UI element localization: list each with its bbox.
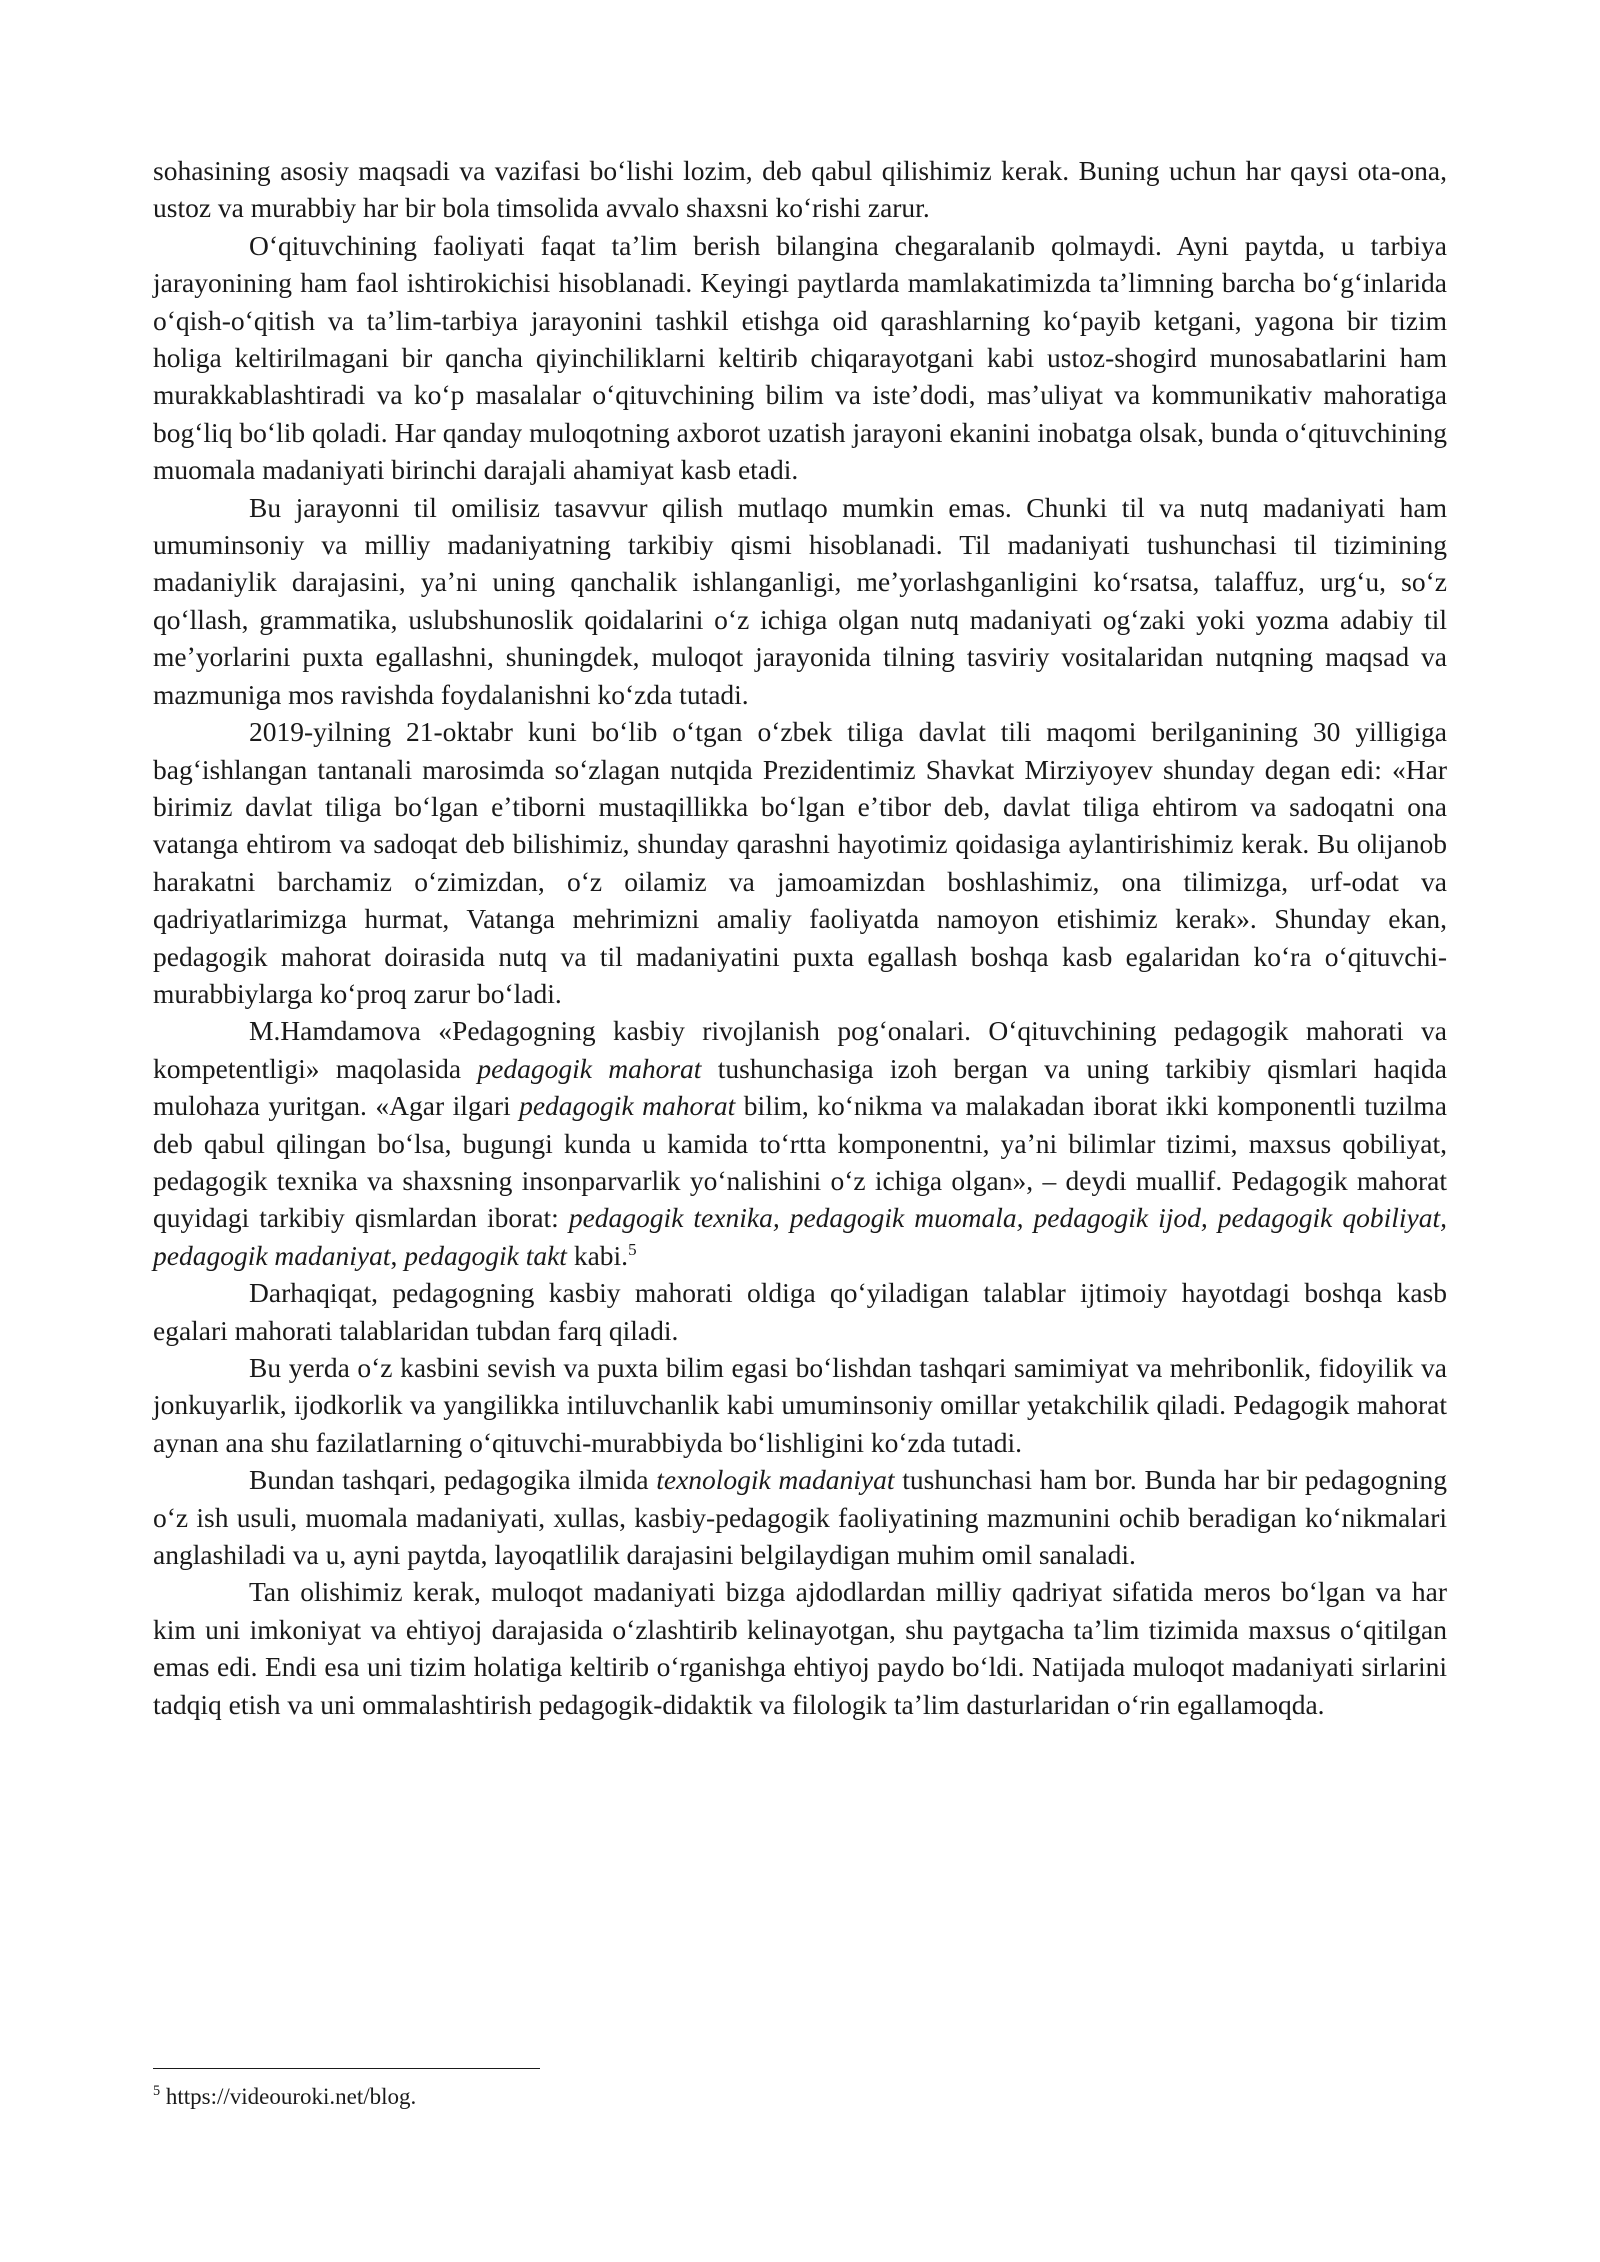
paragraph (153, 713, 1447, 1012)
italic-term: texnologik madaniyat (656, 1464, 895, 1496)
paragraph-text: Oʻqituvchining faoliyati faqat taʼlim berish bilangina chegaralanib qolmaydi. Ayni paytda, u tarbiya jarayonining ham faol ishtirokichisi hisoblanadi. Keyingi paytlarda mamlakatimizda taʼlimning barcha boʻgʻinlarida oʻqish-oʻqitish va taʼlim-tarbiya jarayonini tashkil etishga oid qarashlarning koʻpayib ketgani, yagona bir tizim holiga keltirilmagani bir qancha qiyinchiliklarni keltirib chiqarayotgani kabi ustoz-shogird munosabatlarini ham murakkablashtiradi va koʻp masalalar oʻqituvchining bilim va isteʼdodi, masʼuliyat va kommunikativ mahoratiga bogʻliq boʻlib qoladi. Har qanday muloqotning axborot uzatish jarayoni ekanini inobatga olsak, bunda oʻqituvchining muomala madaniyati birinchi darajali ahamiyat kasb etadi. (153, 229, 1447, 486)
paragraph-text: sohasining asosiy maqsadi va vazifasi boʻlishi lozim, deb qabul qilishimiz kerak. Buning uchun har qaysi ota-ona, ustoz va murabbiy har bir bola timsolida avvalo shaxsni koʻrishi zarur. (153, 155, 1447, 224)
paragraph-text: Bundan tashqari, pedagogika ilmida (249, 1464, 657, 1496)
paragraph (153, 152, 1447, 227)
paragraph-text: bilim, koʻnikma va malakadan iborat ikki komponentli tuzilma deb qabul qilingan boʻlsa, bugungi kunda u kamida toʻrtta komponentni, yaʼni bilimlar tizimi, maxsus qobiliyat, pedagogik texnika va shaxsning insonparvarlik yoʻnalishini oʻz ichiga olgan», – deydi muallif. Pedagogik mahorat quyidagi tarkibiy qismlardan iborat: (153, 1090, 1447, 1234)
paragraph (153, 1274, 1447, 1349)
paragraph (153, 1461, 1447, 1573)
footnote (153, 2082, 1053, 2112)
footnote-reference[interactable]: 5 (628, 1239, 637, 1259)
paragraph-text: Bu yerda oʻz kasbini sevish va puxta bilim egasi boʻlishdan tashqari samimiyat va mehribonlik, fidoyilik va jonkuyarlik, ijodkorlik va yangilikka intiluvchanlik kabi umuminsoniy omillar yetakchilik qiladi. Pedagogik mahorat aynan ana shu fazilatlarning oʻqituvchi-murabbiyda boʻlishligini koʻzda tutadi. (153, 1352, 1447, 1458)
paragraph-text: tushunchasiga izoh bergan va uning tarkibiy qismlari haqida mulohaza yuritgan. «Agar ilgari (153, 1052, 1447, 1122)
paragraph (153, 1349, 1447, 1461)
paragraph-text: M.Hamdamova «Pedagogning kasbiy rivojlanish pogʻonalari. Oʻqituvchining pedagogik mahorati va kompetentligi» maqolasida (153, 1015, 1447, 1084)
italic-term: pedagogik mahorat (519, 1090, 736, 1122)
paragraph (153, 1573, 1447, 1723)
footnote-separator (153, 2068, 540, 2069)
footnote-number: 5 (153, 2083, 161, 2100)
italic-term: pedagogik takt (404, 1239, 567, 1271)
paragraph (153, 489, 1447, 713)
footnote-link[interactable]: https://videouroki.net/blog. (160, 2084, 417, 2109)
paragraph-text: tushunchasi ham bor. Bunda har bir pedagogning oʻz ish usuli, muomala madaniyati, xullas, kasbiy-pedagogik faoliyatining mazmunini ochib beradigan koʻnikmalari anglashiladi va u, ayni paytda, layoqatlilik darajasini belgilaydigan muhim omil sanaladi. (153, 1464, 1447, 1571)
paragraph (153, 227, 1447, 489)
italic-term: pedagogik mahorat (477, 1052, 702, 1084)
paragraph-text: Bu jarayonni til omilisiz tasavvur qilish mutlaqo mumkin emas. Chunki til va nutq madaniyati ham umuminsoniy va milliy madaniyatning tarkibiy qismi hisoblanadi. Til madaniyati tushunchasi til tizimining madaniylik darajasini, yaʼni uning qanchalik ishlanganligi, meʼyorlashganligini koʻrsatsa, talaffuz, urgʻu, soʻz qoʻllash, grammatika, uslubshunoslik qoidalarini oʻz ichiga olgan nutq madaniyati ogʻzaki yoki yozma adabiy til meʼyorlarini puxta egallashni, shuningdek, muloqot jarayonida tilning tasviriy vositalaridan nutqning maqsad va mazmuniga mos ravishda foydalanishni koʻzda tutadi. (153, 491, 1447, 710)
paragraph-text: 2019-yilning 21-oktabr kuni boʻlib oʻtgan oʻzbek tiliga davlat tili maqomi berilganining 30 yilligiga bagʻishlangan tantanali marosimda soʻzlagan nutqida Prezidentimiz Shavkat Mirziyoyev shunday degan edi: «Har birimiz davlat tiliga boʻlgan eʼtiborni mustaqillikka boʻlgan eʼtibor deb, davlat tiliga ehtirom va sadoqatni ona vatanga ehtirom va sadoqat deb bilishimiz, shunday qarashni hayotimiz qoidasiga aylantirishimiz kerak. Bu olijanob harakatni barchamiz oʻzimizdan, oʻz oilamiz va jamoamizdan boshlashimiz, ona tilimizga, urf-odat va qadriyatlarimizga hurmat, Vatanga mehrimizni amaliy faoliyatda namoyon etishimiz kerak». Shunday ekan, pedagogik mahorat doirasida nutq va til madaniyatini puxta egallash boshqa kasb egalaridan koʻra oʻqituvchi-murabbiylarga koʻproq zarur boʻladi. (153, 716, 1447, 1009)
paragraph (153, 1012, 1447, 1274)
paragraph-text: Tan olishimiz kerak, muloqot madaniyati bizga ajdodlardan milliy qadriyat sifatida meros boʻlgan va har kim uni imkoniyat va ehtiyoj darajasida oʻzlashtirib kelinayotgan, shu paytgacha taʼlim tizimida maxsus oʻqitilgan emas edi. Endi esa uni tizim holatiga keltirib oʻrganishga ehtiyoj paydo boʻldi. Natijada muloqot madaniyati sirlarini tadqiq etish va uni ommalashtirish pedagogik-didaktik va filologik taʼlim dasturlaridan oʻrin egallamoqda. (153, 1576, 1447, 1720)
document-body (153, 152, 1447, 1723)
italic-term: pedagogik texnika, pedagogik muomala, pedagogik ijod, pedagogik qobiliyat, pedagogik madaniyat (153, 1202, 1448, 1271)
paragraph-text: kabi. (566, 1239, 629, 1271)
paragraph-text: Darhaqiqat, pedagogning kasbiy mahorati oldiga qoʻyiladigan talablar ijtimoiy hayotdagi boshqa kasb egalari mahorati talablaridan tubdan farq qiladi. (153, 1277, 1447, 1346)
paragraph-text: , (390, 1239, 405, 1271)
